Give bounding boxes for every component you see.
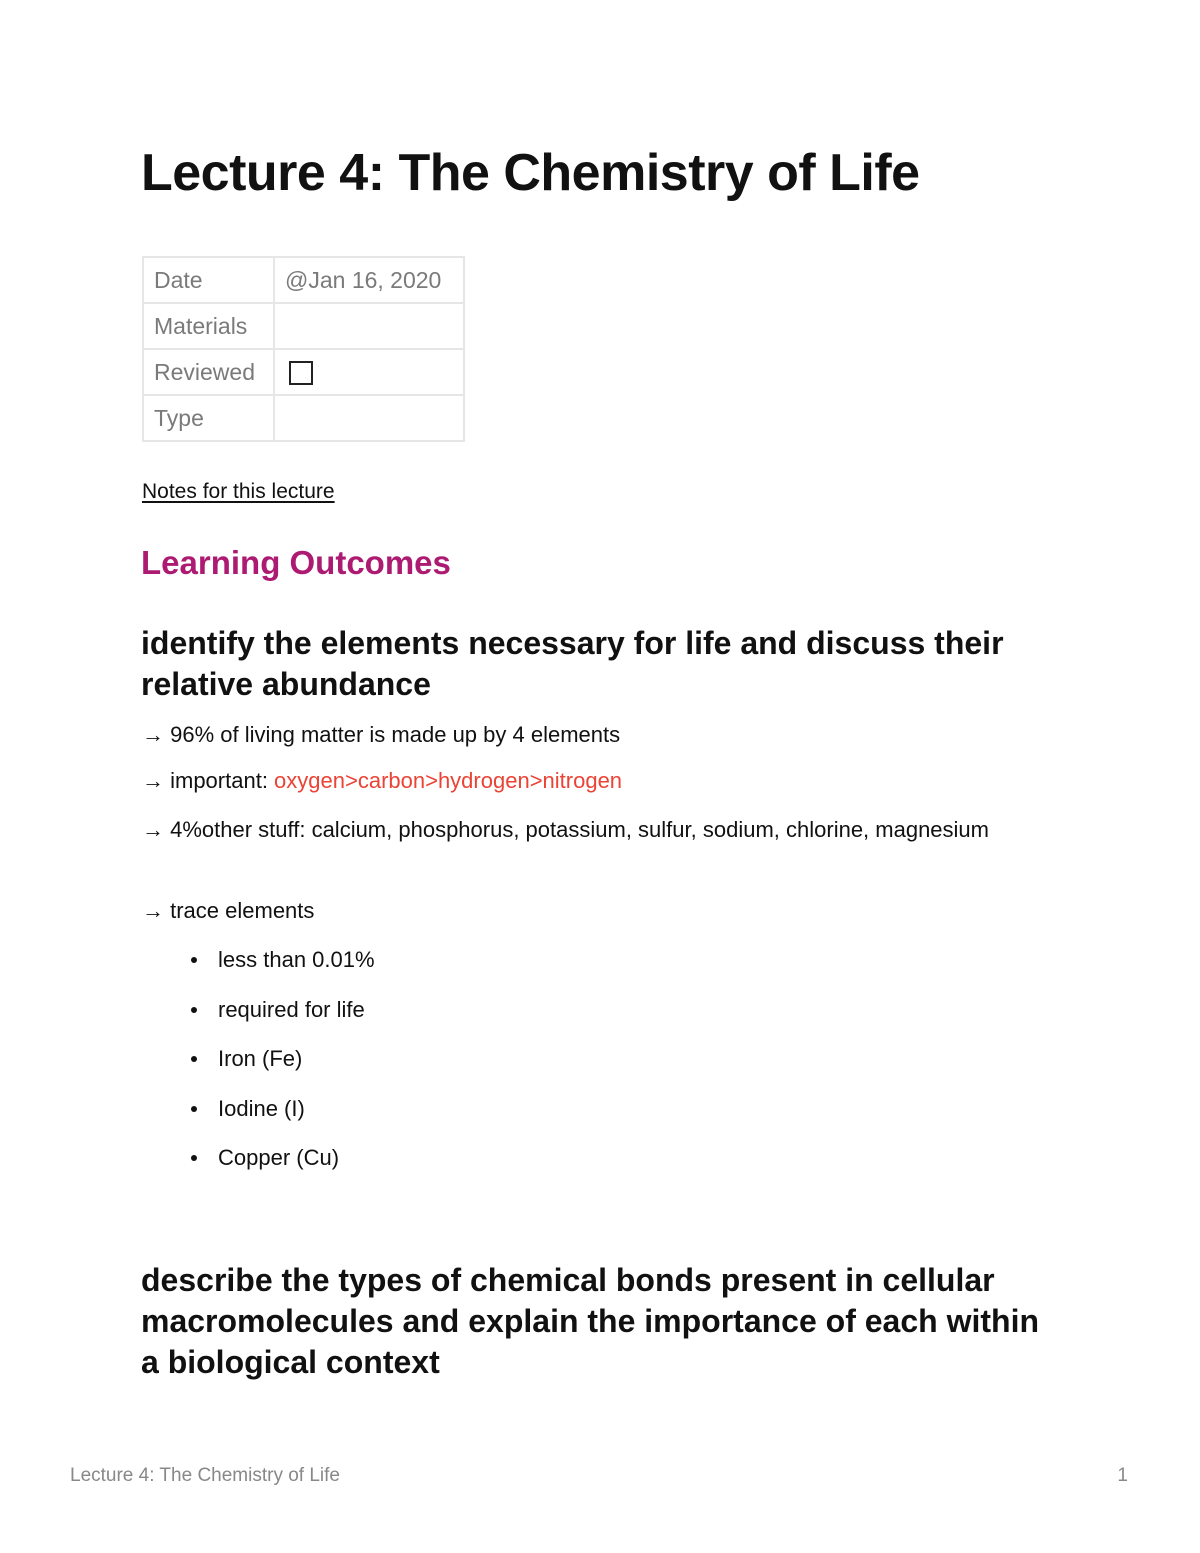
section-heading: Learning Outcomes (141, 544, 451, 581)
property-value (274, 349, 464, 395)
property-value[interactable]: @Jan 16, 2020 (274, 257, 464, 303)
property-row-type (143, 395, 464, 441)
note-line (142, 764, 1022, 798)
property-key: Reviewed (143, 349, 274, 395)
highlighted-text: oxygen>carbon>hydrogen>nitrogen (274, 768, 623, 793)
outcome-heading: describe the types of chemical bonds present in cellular macromolecules and explain the importance of each within a biological context (141, 1262, 1039, 1380)
page-title: Lecture 4: The Chemistry of Life (141, 144, 920, 202)
note-line: → 96% of living matter is made up by 4 elements (142, 722, 621, 747)
bullet-list (190, 942, 375, 1190)
footer-title: Lecture 4: The Chemistry of Life (70, 1465, 340, 1486)
list-item: Copper (Cu) (190, 1140, 375, 1190)
property-key: Date (143, 257, 274, 303)
property-row-date (143, 257, 464, 303)
list-item: less than 0.01% (190, 942, 375, 992)
reviewed-checkbox[interactable] (289, 361, 313, 385)
property-key: Materials (143, 303, 274, 349)
list-item: Iron (Fe) (190, 1041, 375, 1091)
page-number: 1 (1117, 1465, 1128, 1486)
properties-table (142, 256, 465, 442)
outcome-heading: identify the elements necessary for life and discuss their relative abundance (141, 625, 1004, 702)
property-row-reviewed (143, 349, 464, 395)
property-value[interactable] (274, 395, 464, 441)
property-row-materials (143, 303, 464, 349)
property-value[interactable] (274, 303, 464, 349)
list-item: Iodine (I) (190, 1091, 375, 1141)
note-line: → 4%other stuff: calcium, phosphorus, potassium, sulfur, sodium, chlorine, magnesium (142, 817, 989, 842)
note-line: → trace elements (142, 898, 315, 923)
property-key: Type (143, 395, 274, 441)
list-item: required for life (190, 992, 375, 1042)
notes-link[interactable]: Notes for this lecture (142, 480, 335, 503)
note-line-prefix: → important: (142, 768, 275, 793)
